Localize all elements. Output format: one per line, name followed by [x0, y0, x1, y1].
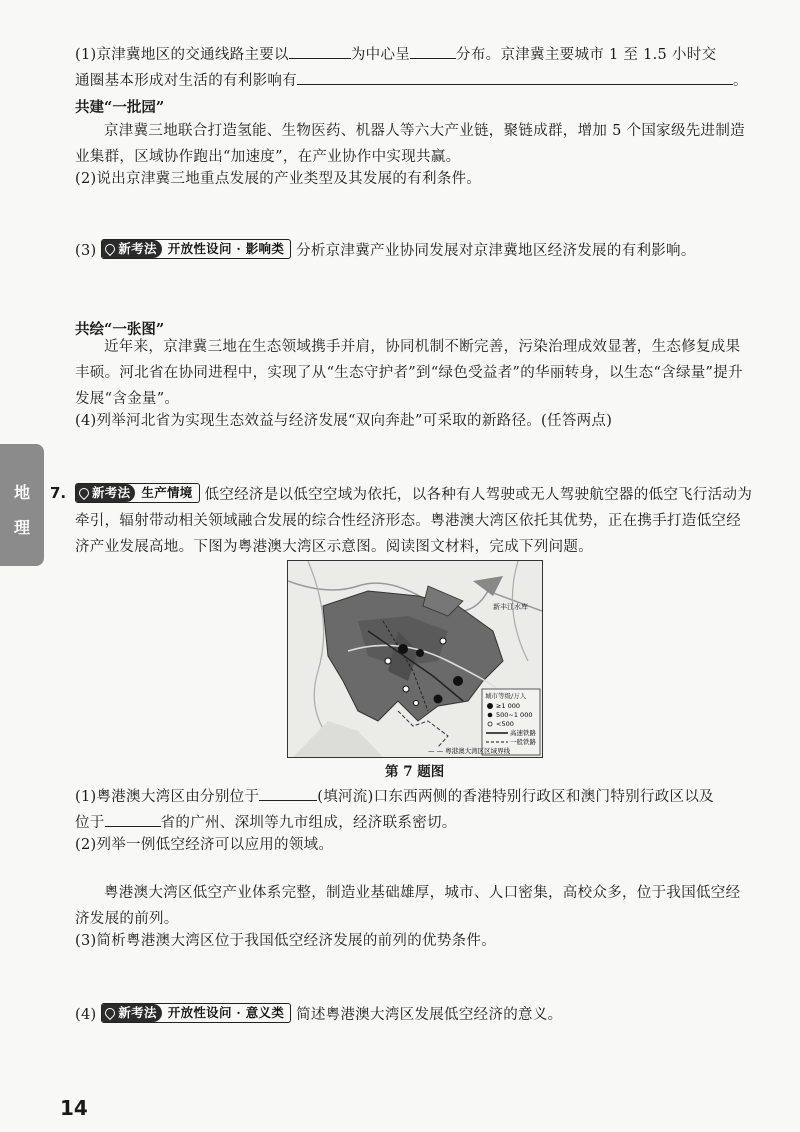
- new-method-tag: 新考法 开放性设问 · 影响类: [101, 239, 291, 259]
- legend-item: ≥1 000: [496, 702, 521, 710]
- question-7-4: (4) 新考法 开放性设问 · 意义类 简述粤港澳大湾区发展低空经济的意义。: [75, 1005, 563, 1023]
- figure-caption: 第 7 题图: [385, 764, 445, 780]
- boundary-legend: — — 粤港澳大湾区区域界线: [428, 747, 511, 755]
- location-pin-icon: [103, 242, 117, 256]
- answer-blank[interactable]: [410, 44, 456, 59]
- section-heading-map: 共绘“一张图”: [75, 321, 165, 338]
- legend-title: 城市等级/万人: [485, 692, 527, 700]
- section-heading-park: 共建“一批园”: [75, 99, 165, 116]
- question-7-1: (1)粤港澳大湾区由分别位于 (填河流)口东西两侧的香港特别行政区和澳门特别行政区以及 位于 省的广州、深圳等九市组成，经济联系密切。: [75, 784, 755, 836]
- material-paragraph-3: 粤港澳大湾区低空产业体系完整，制造业基础雄厚，城市、人口密集，高校众多，位于我国低空经济发展的前列。: [75, 885, 741, 927]
- question-4-prev: (4)列举河北省为实现生态效益与经济发展“双向奔赴”可采取的新路径。(任答两点): [75, 413, 613, 429]
- question-1-prev: (1)京津冀地区的交通线路主要以 为中心呈 分布。京津冀主要城市 1 至 1.5 小时交 通圈基本形成对生活的有利影响有 。: [75, 42, 755, 94]
- page-number: 14: [60, 1096, 88, 1120]
- greater-bay-area-map: [287, 560, 543, 758]
- legend-item: 500~1 000: [496, 711, 533, 719]
- legend-line: 一般铁路: [510, 738, 536, 746]
- legend-item: <500: [496, 720, 514, 728]
- province-answer-blank[interactable]: [105, 812, 161, 827]
- new-method-tag: 新考法 生产情境: [75, 483, 200, 503]
- material-paragraph-1: 京津冀三地联合打造氢能、生物医药、机器人等六大产业链，聚链成群，增加 5 个国家级先进制造业集群，区域协作跑出“加速度”，在产业协作中实现共赢。: [75, 123, 745, 165]
- subject-side-tab: 地 理: [0, 444, 44, 566]
- answer-blank[interactable]: [297, 70, 733, 85]
- reservoir-label: 新丰江水库: [493, 603, 528, 611]
- question-7-intro: 新考法 生产情境 低空经济是以低空空域为依托，以各种有人驾驶或无人驾驶航空器的低空飞行活动为牵引，辐射带动相关领域融合发展的综合性经济形态。粤港澳大湾区依托其优势，正在携手打造低空经济产业发展高地。下图为粤港澳大湾区示意图。阅读图文材料，完成下列问题。: [75, 485, 753, 555]
- question-3-prev: (3) 新考法 开放性设问 · 影响类 分析京津冀产业协同发展对京津冀地区经济发展的有利影响。: [75, 241, 696, 259]
- new-method-tag: 新考法 开放性设问 · 意义类: [101, 1003, 291, 1023]
- location-pin-icon: [103, 1006, 117, 1020]
- question-number: 7.: [50, 484, 67, 502]
- location-pin-icon: [77, 486, 91, 500]
- question-7-3: (3)简析粤港澳大湾区位于我国低空经济发展的前列的优势条件。: [75, 933, 497, 949]
- map-graphic: [288, 561, 542, 757]
- legend-line: 高速铁路: [510, 729, 536, 737]
- question-7-2: (2)列举一例低空经济可以应用的领域。: [75, 837, 334, 853]
- material-paragraph-2: 近年来，京津冀三地在生态领域携手并肩，协同机制不断完善，污染治理成效显著，生态修复成果丰硕。河北省在协同进程中，实现了从“生态守护者”到“绿色受益者”的华丽转身，以生态“含绿量”提升发展“含金量”。: [75, 339, 743, 407]
- river-answer-blank[interactable]: [259, 786, 317, 801]
- answer-blank[interactable]: [289, 44, 351, 59]
- question-2-prev: (2)说出京津冀三地重点发展的产业类型及其发展的有利条件。: [75, 171, 482, 187]
